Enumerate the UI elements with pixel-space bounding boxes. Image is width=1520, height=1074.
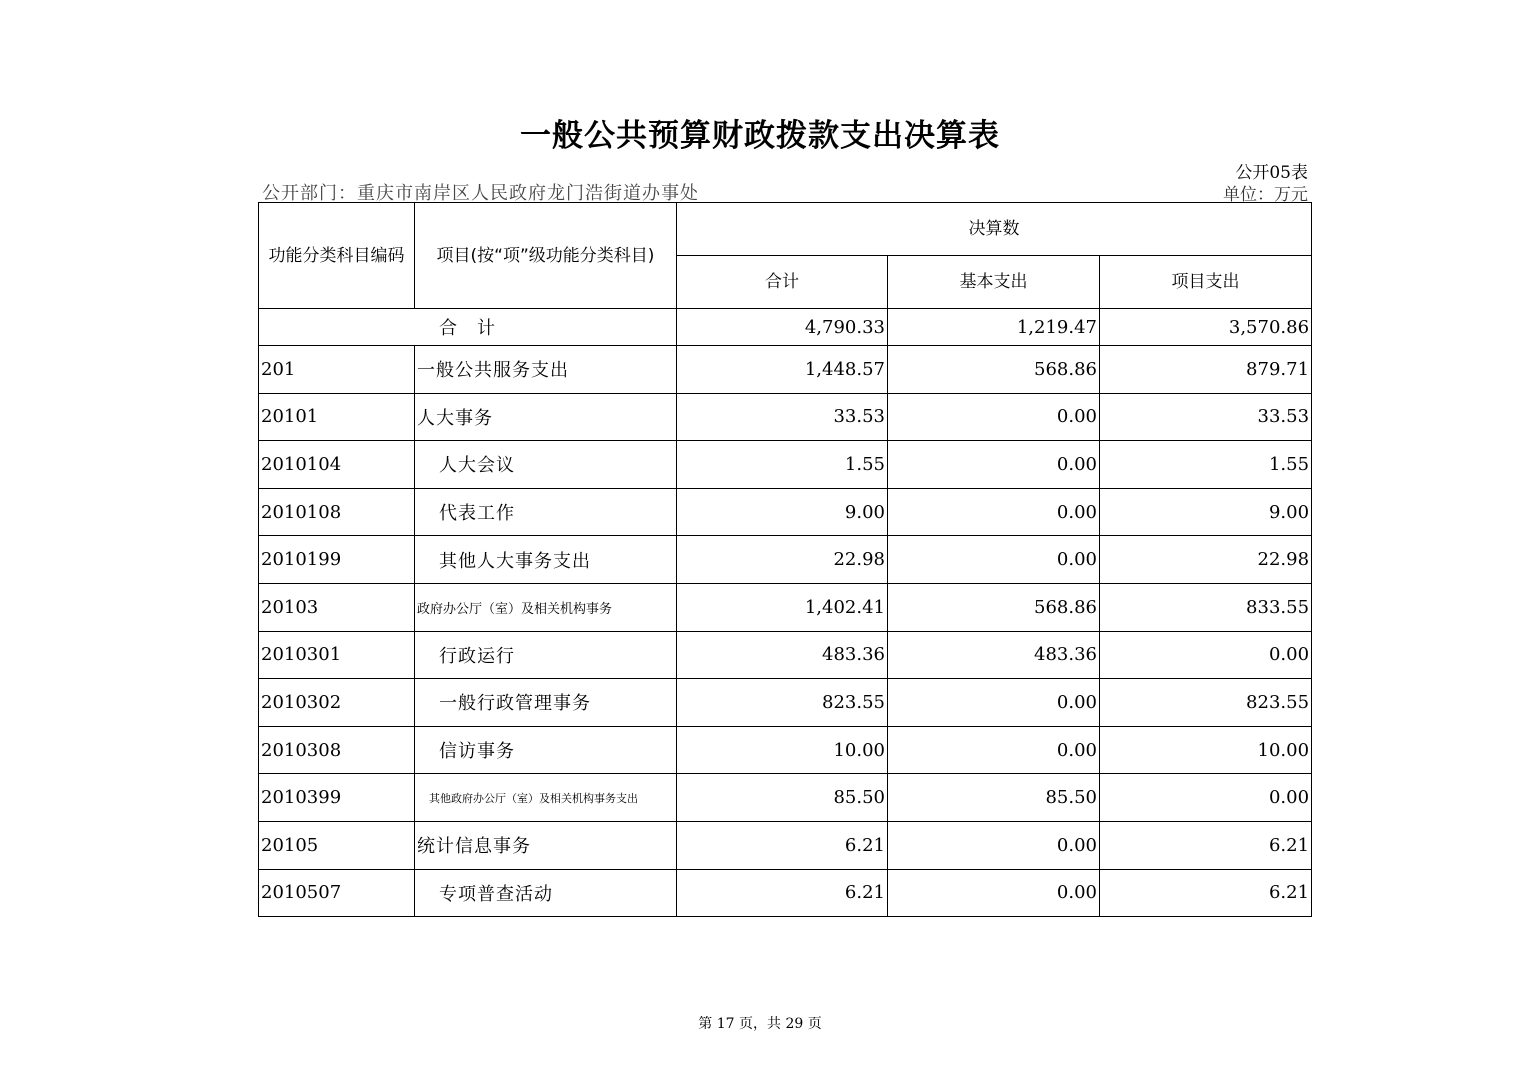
expenditure-table [258, 202, 1312, 917]
header-project: 项目支出 [1100, 256, 1312, 309]
row-code: 2010302 [259, 679, 415, 727]
row-total: 33.53 [677, 393, 888, 441]
row-basic: 0.00 [888, 441, 1100, 489]
row-code: 20105 [259, 821, 415, 869]
row-name: 专项普查活动 [415, 869, 677, 917]
row-basic: 0.00 [888, 488, 1100, 536]
row-name: 人大事务 [415, 393, 677, 441]
header-total: 合计 [677, 256, 888, 309]
row-name: 行政运行 [415, 631, 677, 679]
row-name: 一般行政管理事务 [415, 679, 677, 727]
row-project: 1.55 [1100, 441, 1312, 489]
row-basic: 0.00 [888, 536, 1100, 584]
header-final-accounts: 决算数 [677, 203, 1312, 256]
row-code: 201 [259, 346, 415, 394]
total-total: 4,790.33 [677, 309, 888, 346]
row-name: 人大会议 [415, 441, 677, 489]
table-row [259, 393, 1312, 441]
row-basic: 0.00 [888, 726, 1100, 774]
row-name: 其他人大事务支出 [415, 536, 677, 584]
row-code: 2010301 [259, 631, 415, 679]
row-basic: 0.00 [888, 869, 1100, 917]
row-total: 823.55 [677, 679, 888, 727]
row-code: 2010507 [259, 869, 415, 917]
row-basic: 483.36 [888, 631, 1100, 679]
header-basic: 基本支出 [888, 256, 1100, 309]
row-code: 2010108 [259, 488, 415, 536]
row-name: 统计信息事务 [415, 821, 677, 869]
unit-label: 单位：万元 [1223, 185, 1308, 205]
table-row [259, 346, 1312, 394]
table-row [259, 631, 1312, 679]
row-code: 20103 [259, 583, 415, 631]
row-project: 10.00 [1100, 726, 1312, 774]
row-project: 22.98 [1100, 536, 1312, 584]
row-basic: 568.86 [888, 583, 1100, 631]
row-project: 6.21 [1100, 821, 1312, 869]
row-project: 9.00 [1100, 488, 1312, 536]
row-total: 1,448.57 [677, 346, 888, 394]
total-row [259, 309, 1312, 346]
table-row [259, 536, 1312, 584]
table-row [259, 821, 1312, 869]
row-code: 20101 [259, 393, 415, 441]
row-total: 9.00 [677, 488, 888, 536]
row-basic: 0.00 [888, 821, 1100, 869]
row-total: 1,402.41 [677, 583, 888, 631]
row-project: 33.53 [1100, 393, 1312, 441]
row-total: 85.50 [677, 774, 888, 822]
row-basic: 0.00 [888, 679, 1100, 727]
row-code: 2010104 [259, 441, 415, 489]
row-code: 2010399 [259, 774, 415, 822]
total-label: 合 计 [259, 309, 677, 346]
page-title: 一般公共预算财政拨款支出决算表 [520, 118, 1000, 154]
row-basic: 0.00 [888, 393, 1100, 441]
department-label: 公开部门：重庆市南岸区人民政府龙门浩街道办事处 [262, 183, 699, 204]
row-total: 22.98 [677, 536, 888, 584]
row-total: 6.21 [677, 821, 888, 869]
row-total: 6.21 [677, 869, 888, 917]
table-row [259, 869, 1312, 917]
form-number: 公开05表 [1235, 163, 1308, 183]
table-row [259, 583, 1312, 631]
header-code: 功能分类科目编码 [259, 203, 415, 309]
row-project: 833.55 [1100, 583, 1312, 631]
row-total: 10.00 [677, 726, 888, 774]
row-name: 一般公共服务支出 [415, 346, 677, 394]
row-code: 2010199 [259, 536, 415, 584]
table-row [259, 679, 1312, 727]
row-basic: 85.50 [888, 774, 1100, 822]
header-item: 项目(按“项”级功能分类科目) [415, 203, 677, 309]
table-row [259, 774, 1312, 822]
row-total: 483.36 [677, 631, 888, 679]
row-code: 2010308 [259, 726, 415, 774]
row-project: 879.71 [1100, 346, 1312, 394]
row-name: 其他政府办公厅（室）及相关机构事务支出 [415, 774, 677, 822]
row-name: 代表工作 [415, 488, 677, 536]
total-basic: 1,219.47 [888, 309, 1100, 346]
row-project: 823.55 [1100, 679, 1312, 727]
table-row [259, 726, 1312, 774]
row-project: 0.00 [1100, 774, 1312, 822]
row-name: 信访事务 [415, 726, 677, 774]
table-row [259, 441, 1312, 489]
table-row [259, 488, 1312, 536]
page-footer: 第 17 页，共 29 页 [698, 1016, 822, 1032]
row-project: 0.00 [1100, 631, 1312, 679]
row-project: 6.21 [1100, 869, 1312, 917]
total-project: 3,570.86 [1100, 309, 1312, 346]
row-name: 政府办公厅（室）及相关机构事务 [415, 583, 677, 631]
row-basic: 568.86 [888, 346, 1100, 394]
row-total: 1.55 [677, 441, 888, 489]
